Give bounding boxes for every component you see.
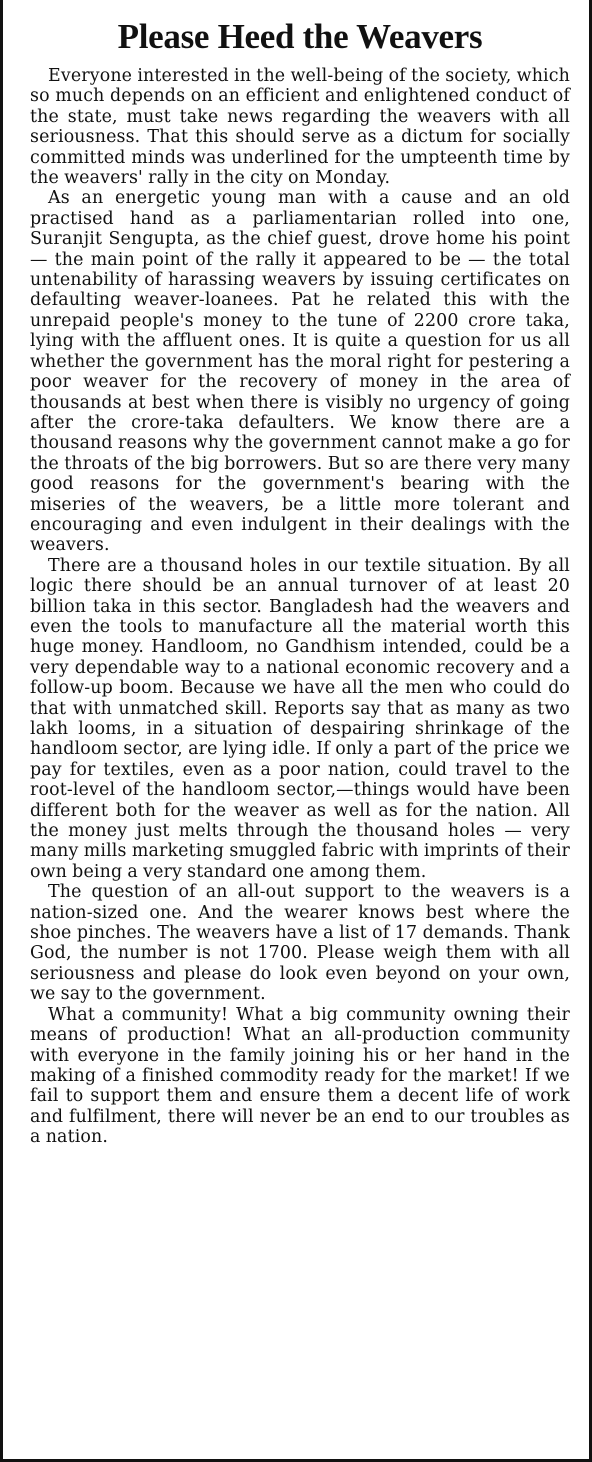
editorial-article xyxy=(30,16,570,1148)
article-paragraph-4: The question of an all-out support to the weavers is a nation-sized one. And the wearer knows best where the shoe pinches. The weavers have a list of 17 demands. Thank God, the number is not 1700. Please weigh them with all seriousness and please do look even beyond on your own, we say to the government. xyxy=(30,882,570,1005)
left-column-rule xyxy=(0,0,3,1462)
article-headline: Please Heed the Weavers xyxy=(117,17,483,56)
article-paragraph-1: Everyone interested in the well-being of the society, which so much depends on an efficient and enlightened conduct of the state, must take news regarding the weavers with all seriousness. That this should serve as a dictum for socially committed minds was underlined for the umpteenth time by the weavers' rally in the city on Monday. xyxy=(30,66,570,189)
article-paragraph-5: What a community! What a big community owning their means of production! What an all-production community with everyone in the family joining his or her hand in the making of a finished commodity ready for the market! If we fail to support them and ensure them a decent life of work and fulfilment, there will never be an end to our troubles as a nation. xyxy=(30,1004,570,1148)
article-paragraph-3: There are a thousand holes in our textile situation. By all logic there should be an annual turnover of at least 20 billion taka in this sector. Bangladesh had the weavers and even the tools to manufacture all the material worth this huge money. Handloom, no Gandhism intended, could be a very dependable way to a national economic recovery and a follow-up boom. Because we have all the men who could do that with unmatched skill. Reports say that as many as two lakh looms, in a situation of despairing shrinkage of the handloom sector, are lying idle. If only a part of the price we pay for textiles, even as a poor nation, could travel to the root-level of the handloom sector,—things would have been different both for the weaver as well as for the nation. All the money just melts through the thousand holes — very many mills marketing smuggled fabric with imprints of their own being a very standard one among them. xyxy=(30,555,570,882)
article-paragraph-2: As an energetic young man with a cause and an old practised hand as a parliamentarian rolled into one, Suranjit Sengupta, as the chief guest, drove home his point — the main point of the rally it appeared to be — the total untenability of harassing weavers by issuing certificates on defaulting weaver-loanees. Pat he related this with the unrepaid people's money to the tune of 2200 crore taka, lying with the affluent ones. It is quite a question for us all whether the government has the moral right for pestering a poor weaver for the recovery of money in the area of thousands at best when there is visibly no urgency of going after the crore-taka defaulters. We know there are a thousand reasons why the government cannot make a go for the throats of the big borrowers. But so are there very many good reasons for the government's bearing with the miseries of the weavers, be a little more tolerant and encouraging and even indulgent in their dealings with the weavers. xyxy=(30,188,570,556)
